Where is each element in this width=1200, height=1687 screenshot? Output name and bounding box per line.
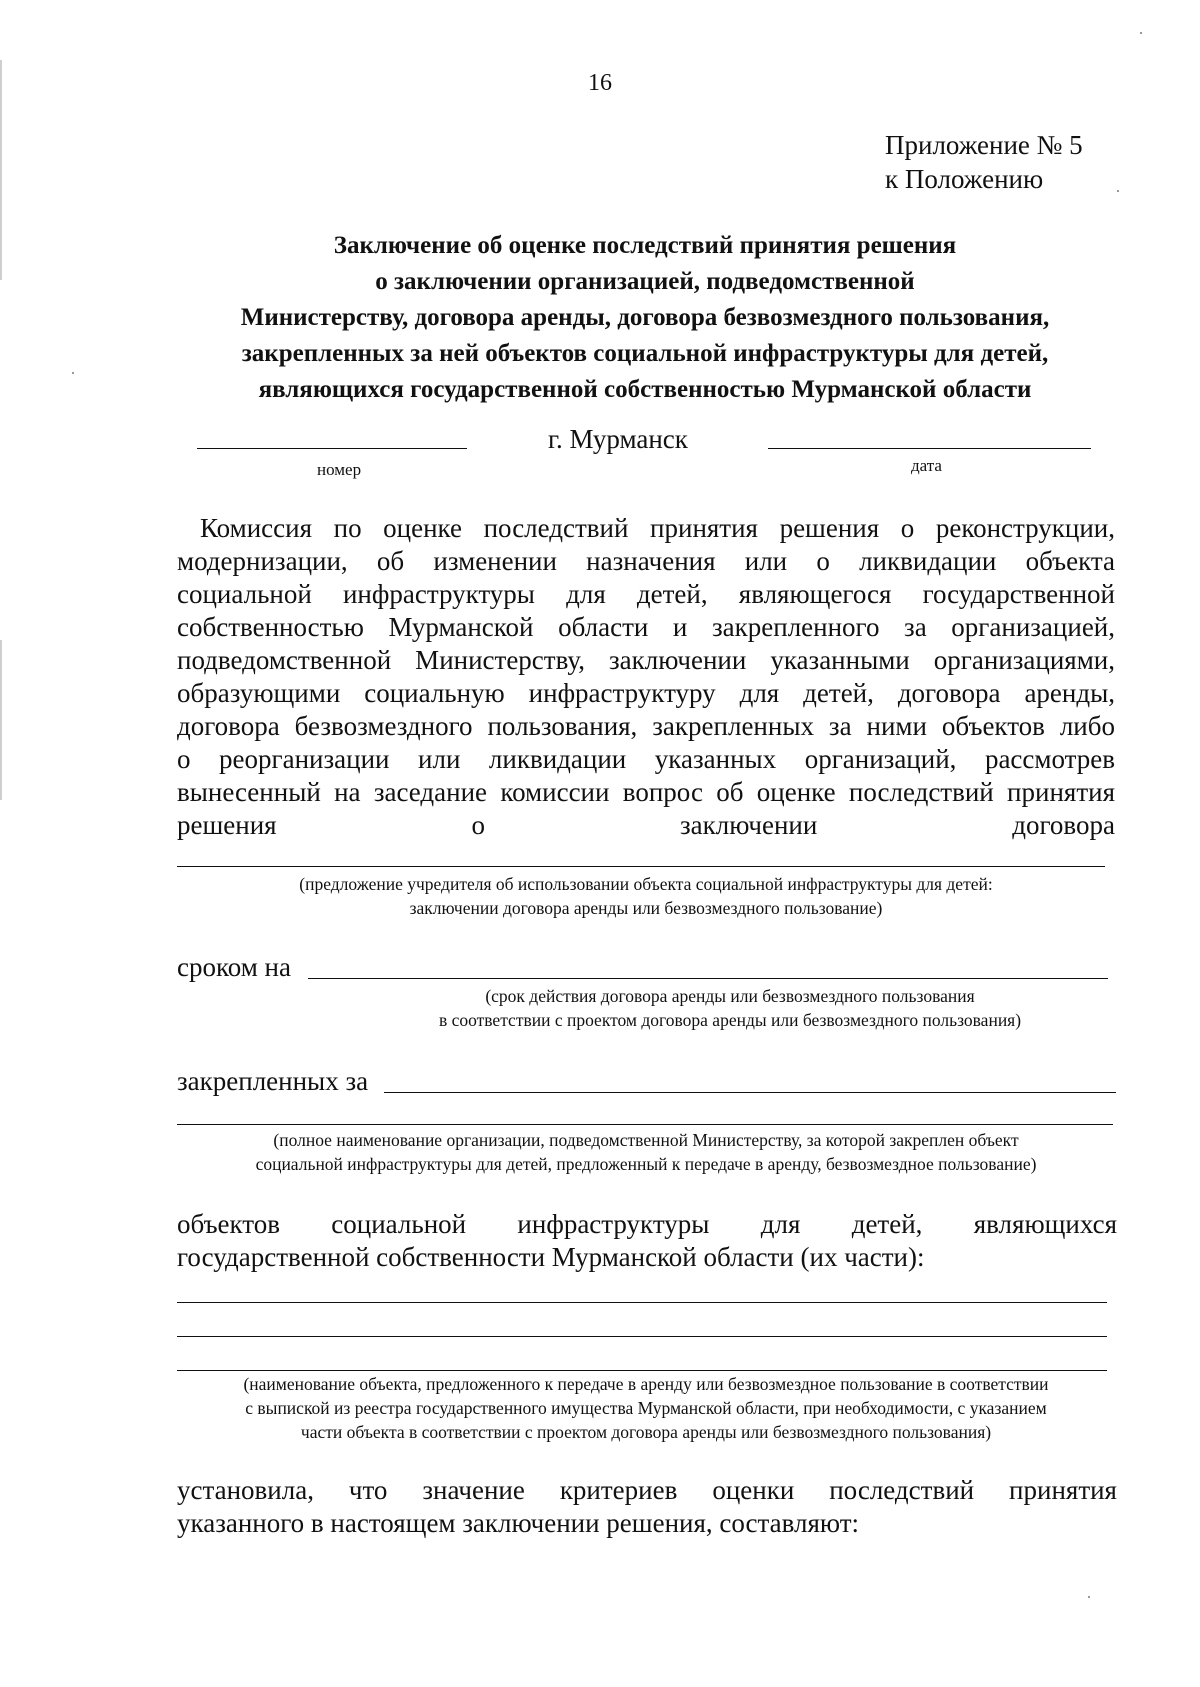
paragraph-line: подведомственной Министерству, заключении указанными организациями, bbox=[177, 645, 1115, 675]
date-field-line bbox=[768, 448, 1091, 449]
appendix-line: Приложение № 5 bbox=[885, 130, 1083, 160]
term-caption bbox=[330, 984, 1130, 1032]
title-line: закрепленных за ней объектов социальной инфраструктуры для детей, bbox=[241, 340, 1049, 367]
city-name: г. Мурманск bbox=[548, 424, 688, 454]
object-caption bbox=[172, 1372, 1120, 1444]
word: договора bbox=[1012, 810, 1115, 840]
caption-line: (срок действия договора аренды или безвозмездного пользования bbox=[485, 986, 975, 1006]
caption-line: с выпиской из реестра государственного имущества Мурманской области, при необходимости, с указанием bbox=[245, 1398, 1047, 1418]
assigned-field-line bbox=[384, 1092, 1116, 1093]
assigned-caption bbox=[172, 1128, 1120, 1176]
date-caption: дата bbox=[911, 456, 942, 475]
place-date-row bbox=[0, 424, 1200, 484]
appendix-line: к Положению bbox=[885, 164, 1044, 194]
word: инфраструктуры bbox=[517, 1209, 710, 1239]
paragraph-line: модернизации, об изменении назначения или о ликвидации объекта bbox=[177, 546, 1115, 576]
caption-line: части объекта в соответствии с проектом договора аренды или безвозмездного пользования) bbox=[300, 1422, 992, 1442]
word: заключении bbox=[680, 810, 818, 840]
scan-speck bbox=[1117, 190, 1119, 192]
proposal-field-line bbox=[177, 866, 1105, 867]
caption-line: (наименование объекта, предложенного к передаче в аренду или безвозмездное пользование в соответствии bbox=[243, 1374, 1049, 1394]
paragraph-line: образующими социальную инфраструктуру для детей, договора аренды, bbox=[177, 678, 1115, 708]
paragraph-line: о реорганизации или ликвидации указанных организаций, рассмотрев bbox=[177, 744, 1115, 774]
appendix-reference bbox=[885, 128, 1083, 196]
word: для bbox=[760, 1209, 801, 1239]
paragraph-line: социальной инфраструктуры для детей, являющегося государственной bbox=[177, 579, 1115, 609]
paragraph-line: Комиссия по оценке последствий принятия решения о реконструкции, bbox=[200, 513, 1115, 543]
title-line: Министерству, договора аренды, договора безвозмездного пользования, bbox=[240, 304, 1050, 331]
word: установила, bbox=[177, 1475, 314, 1505]
term-field-line bbox=[308, 978, 1108, 979]
term-label: сроком на bbox=[177, 952, 291, 982]
paragraph-line: вынесенный на заседание комиссии вопрос об оценке последствий принятия bbox=[177, 777, 1115, 807]
final-paragraph bbox=[177, 1474, 1117, 1540]
page-number: 16 bbox=[588, 70, 612, 96]
object-field-line-3 bbox=[177, 1370, 1107, 1371]
scan-edge-mark bbox=[0, 640, 2, 800]
paragraph-line-spread bbox=[177, 1474, 1117, 1507]
word: значение bbox=[422, 1475, 525, 1505]
paragraph-line: договора безвозмездного пользования, закрепленных за ними объектов либо bbox=[177, 711, 1115, 741]
number-caption: номер bbox=[317, 460, 362, 479]
assigned-field-line-2 bbox=[177, 1124, 1113, 1125]
word: критериев bbox=[559, 1475, 678, 1505]
proposal-caption bbox=[177, 872, 1115, 920]
word: детей, bbox=[851, 1209, 923, 1239]
object-field-line-1 bbox=[177, 1302, 1107, 1303]
number-field-line bbox=[197, 448, 467, 449]
caption-line: в соответствии с проектом договора аренды или безвозмездного пользования) bbox=[438, 1010, 1022, 1030]
scan-speck bbox=[72, 372, 74, 374]
word: решения bbox=[177, 810, 277, 840]
word: являющихся bbox=[973, 1209, 1117, 1239]
paragraph-line: собственностью Мурманской области и закрепленного за организацией, bbox=[177, 612, 1115, 642]
title-line: Заключение об оценке последствий принятия решения bbox=[333, 232, 957, 259]
paragraph-line: указанного в настоящем заключении решения, составляют: bbox=[177, 1508, 860, 1538]
word: принятия bbox=[1009, 1475, 1117, 1505]
paragraph-line: государственной собственности Мурманской области (их части): bbox=[177, 1242, 925, 1272]
paragraph-line-spread bbox=[177, 1208, 1117, 1241]
word: оценки bbox=[712, 1475, 795, 1505]
assigned-label: закрепленных за bbox=[177, 1066, 369, 1096]
document-title bbox=[150, 228, 1140, 408]
caption-line: социальной инфраструктуры для детей, предложенный к передаче в аренду, безвозмездное пользование) bbox=[255, 1154, 1037, 1174]
title-line: являющихся государственной собственностью Мурманской области bbox=[258, 376, 1032, 403]
title-line: о заключении организацией, подведомственной bbox=[375, 268, 915, 295]
word: о bbox=[471, 810, 486, 840]
scan-speck bbox=[1140, 32, 1142, 34]
caption-line: заключении договора аренды или безвозмездного пользование) bbox=[409, 898, 883, 918]
word: объектов bbox=[177, 1209, 280, 1239]
word: что bbox=[348, 1475, 388, 1505]
objects-paragraph bbox=[177, 1208, 1117, 1274]
object-field-line-2 bbox=[177, 1336, 1107, 1337]
scan-speck bbox=[1088, 1596, 1090, 1598]
caption-line: (предложение учредителя об использовании объекта социальной инфраструктуры для детей: bbox=[299, 874, 993, 894]
body-paragraph bbox=[177, 512, 1115, 842]
caption-line: (полное наименование организации, подведомственной Министерству, за которой закреплен объект bbox=[273, 1130, 1019, 1150]
paragraph-line-spread bbox=[177, 809, 1115, 842]
word: последствий bbox=[829, 1475, 975, 1505]
word: социальной bbox=[331, 1209, 467, 1239]
